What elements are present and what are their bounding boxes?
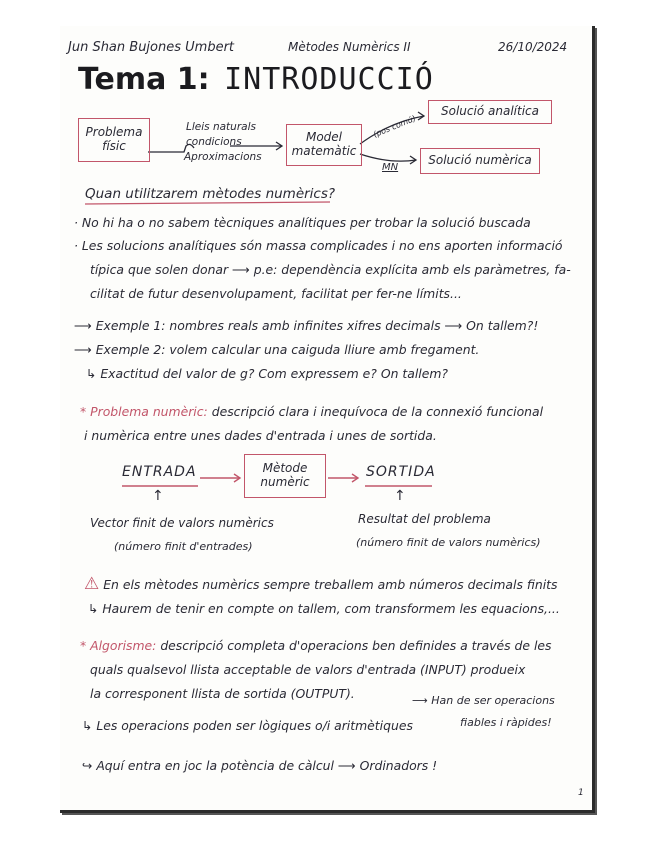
algorisme-line3: la corresponent llista de sortida (OUTPUT). [90, 686, 355, 701]
solucio-numerica-box [420, 148, 540, 174]
bullet-1: · No hi ha o no sabem tècniques analítiques per trobar la solució buscada [74, 215, 531, 230]
entrada-up-arrow: ↑ [152, 488, 164, 504]
model-line1: Model [305, 130, 343, 145]
sortida-up-arrow: ↑ [394, 488, 406, 504]
numerica-label: Solució numèrica [428, 153, 532, 168]
sortida-desc-line2: (número finit de valors numèrics) [356, 536, 541, 549]
warning-line [84, 574, 557, 594]
entrada-label: ENTRADA [122, 464, 197, 480]
example-1: ⟶ Exemple 1: nombres reals amb infinites xifres decimals ⟶ On tallem?! [74, 318, 539, 333]
problema-line1: Problema [85, 125, 143, 140]
warning-icon: ⚠ [84, 574, 100, 594]
middle-line3: Aproximacions [184, 151, 262, 163]
middle-line2: condicions [186, 136, 242, 148]
entrada-desc-line2: (número finit d'entrades) [114, 540, 253, 553]
final-line: ↪ Aquí entra en joc la potència de càlcul ⟶ Ordinadors ! [82, 758, 438, 773]
sortida-desc-line1: Resultat del problema [358, 512, 491, 526]
definition-line2: i numèrica entre unes dades d'entrada i unes de sortida. [84, 428, 437, 443]
problema-line2: físic [102, 139, 126, 153]
middle-conditions [184, 120, 262, 165]
middle-line1: Lleis naturals [186, 121, 256, 133]
problema-fisic-box [78, 118, 150, 162]
algorisme-definition [80, 638, 551, 653]
page-title [78, 62, 434, 97]
course-name: Mètodes Numèrics II [288, 40, 411, 54]
mn-label: MN [382, 162, 399, 173]
warning-text: En els mètodes numèrics sempre treballem amb números decimals finits [103, 577, 558, 592]
algorisme-line2: quals qualsevol llista acceptable de valors d'entrada (INPUT) produeix [90, 662, 526, 677]
entrada-desc-line1: Vector finit de valors numèrics [90, 516, 274, 530]
operacions-line: ↳ Les operacions poden ser lògiques o/i aritmètiques [82, 718, 413, 733]
page-number: 1 [578, 788, 584, 798]
bullet-2-line1: · Les solucions analítiques són massa complicades i no ens aporten informació [74, 238, 563, 253]
algorisme-label: * Algorisme: [80, 638, 157, 653]
metode-numeric-box [244, 454, 326, 498]
pos-comu-note: (pos comú) [371, 113, 418, 140]
metode-line2: numèric [260, 475, 310, 489]
bullet-2-line3: cilitat de futur desenvolupament, facilitat per fer-ne límits... [90, 286, 462, 301]
metode-line1: Mètode [262, 461, 308, 476]
bullet-2-line2: típica que solen donar ⟶ p.e: dependència explícita amb els paràmetres, fa- [90, 262, 571, 277]
algorisme-side-note2: fiables i ràpides! [460, 716, 552, 729]
definition-line1: descripció clara i inequívoca de la connexió funcional [211, 404, 544, 419]
example-2: ⟶ Exemple 2: volem calcular una caiguda lliure amb fregament. [74, 342, 480, 357]
problema-numeric-definition [80, 404, 543, 419]
author-name: Jun Shan Bujones Umbert [68, 40, 235, 55]
title-main: INTRODUCCIÓ [224, 62, 434, 97]
model-line2: matemàtic [291, 144, 357, 158]
example-sub: ↳ Exactitud del valor de g? Com expressem e? On tallem? [86, 366, 448, 381]
algorisme-side-note1: ⟶ Han de ser operacions [412, 694, 555, 707]
section-heading-quan: Quan utilitzarem mètodes numèrics? [85, 186, 336, 202]
sortida-label: SORTIDA [366, 464, 436, 480]
warning-subline: ↳ Haurem de tenir en compte on tallem, com transformem les equacions,... [88, 601, 560, 616]
solucio-analitica-box [428, 100, 552, 124]
analitica-label: Solució analítica [441, 104, 539, 119]
model-matematic-box [286, 124, 362, 166]
title-prefix: Tema 1: [78, 62, 210, 97]
algorisme-line1: descripció completa d'operacions ben definides a través de les [160, 638, 552, 653]
notebook-page [60, 26, 595, 813]
problema-numeric-label: * Problema numèric: [80, 404, 208, 419]
date: 26/10/2024 [498, 40, 568, 54]
